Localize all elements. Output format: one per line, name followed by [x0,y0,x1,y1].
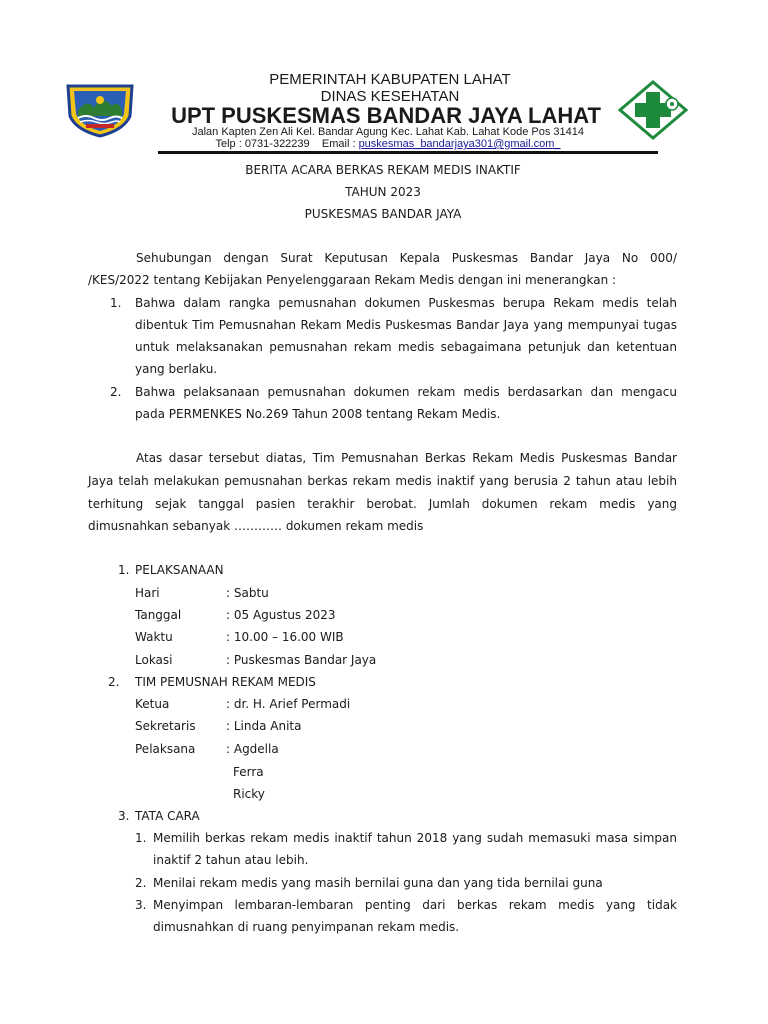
header-department-line: DINAS KESEHATAN [320,88,460,105]
section-title-tim: TIM PEMUSNAH REKAM MEDIS [135,675,316,689]
field-value: : Linda Anita [226,719,302,733]
field-value: : Puskesmas Bandar Jaya [226,653,377,667]
header-divider [158,151,658,154]
header-government-line: PEMERINTAH KABUPATEN LAHAT [269,71,511,88]
point-line: yang berlaku. [135,362,218,376]
health-cross-logo-icon [618,80,688,140]
procedure-line: dimusnahkan di ruang penyimpanan rekam medis. [153,920,460,934]
field-value: : dr. H. Arief Permadi [226,697,351,711]
point-number: 2. [110,385,122,399]
header-contact [158,138,618,150]
field-value: : 10.00 – 16.00 WIB [226,630,344,644]
procedure-line: Menyimpan lembaran-lembaran penting dari berkas rekam medis yang tidak [153,898,677,912]
point-line: Bahwa dalam rangka pemusnahan dokumen Puskesmas berupa Rekam medis telah [135,296,677,310]
regency-emblem-icon [64,82,136,138]
field-label: Lokasi [135,653,173,667]
field-label: Sekretaris [135,719,196,733]
procedure-line: Memilih berkas rekam medis inaktif tahun 2018 yang sudah memasuki masa simpan [153,831,677,845]
field-label: Waktu [135,630,173,644]
document-location: PUSKESMAS BANDAR JAYA [304,207,462,221]
document-title: BERITA ACARA BERKAS REKAM MEDIS INAKTIF [245,163,521,177]
field-label: Tanggal [135,608,182,622]
point-line: untuk melaksanakan pemusnahan rekam medis sebagaimana petunjuk dan ketentuan [135,340,677,354]
document-year: TAHUN 2023 [345,185,421,199]
section-number: 2. [108,675,120,689]
procedure-number: 1. [135,831,147,845]
field-label: Ketua [135,697,170,711]
basis-line-3: terhitung sejak tanggal pasien terakhir berobat. Jumlah dokumen rekam medis yang [88,497,677,511]
team-member: Ferra [233,765,264,779]
header-institution-title: UPT PUSKESMAS BANDAR JAYA LAHAT [171,103,601,128]
team-member: Ricky [233,787,265,801]
basis-line-1: Atas dasar tersebut diatas, Tim Pemusnahan Berkas Rekam Medis Puskesmas Bandar [136,451,677,465]
section-title-pelaksanaan: PELAKSANAAN [135,563,224,577]
procedure-number: 3. [135,898,147,912]
field-value: : Sabtu [226,586,269,600]
procedure-line: inaktif 2 tahun atau lebih. [153,853,309,867]
point-line: dibentuk Tim Pemusnahan Rekam Medis Puskesmas Bandar Jaya yang mempunyai tugas [135,318,677,332]
basis-line-2: Jaya telah melakukan pemusnahan berkas rekam medis inaktif yang berusia 2 tahun atau lebih [88,474,677,488]
intro-line-2: /KES/2022 tentang Kebijakan Penyelenggaraan Rekam Medis dengan ini menerangkan : [88,273,617,287]
header-email-link[interactable]: puskesmas_bandarjaya301@gmail.com_ [358,138,561,150]
section-number: 1. [118,563,130,577]
section-title-tatacara: TATA CARA [135,809,200,823]
procedure-number: 2. [135,876,147,890]
section-number: 3. [118,809,130,823]
point-line: Bahwa pelaksanaan pemusnahan dokumen rekam medis berdasarkan dan mengacu [135,385,677,399]
basis-line-4: dimusnahkan sebanyak ………… dokumen rekam medis [88,519,424,533]
field-label: Hari [135,586,160,600]
field-value: : 05 Agustus 2023 [226,608,336,622]
header-telp: Telp : 0731-322239 Email : [215,138,359,150]
point-number: 1. [110,296,122,310]
intro-line-1: Sehubungan dengan Surat Keputusan Kepala Puskesmas Bandar Jaya No 000/ [136,251,677,265]
field-label: Pelaksana [135,742,196,756]
field-value: : Agdella [226,742,279,756]
point-line: pada PERMENKES No.269 Tahun 2008 tentang Rekam Medis. [135,407,501,421]
procedure-line: Menilai rekam medis yang masih bernilai guna dan yang tida bernilai guna [153,876,603,890]
header-address: Jalan Kapten Zen Ali Kel. Bandar Agung Kec. Lahat Kab. Lahat Kode Pos 31414 [191,126,584,138]
